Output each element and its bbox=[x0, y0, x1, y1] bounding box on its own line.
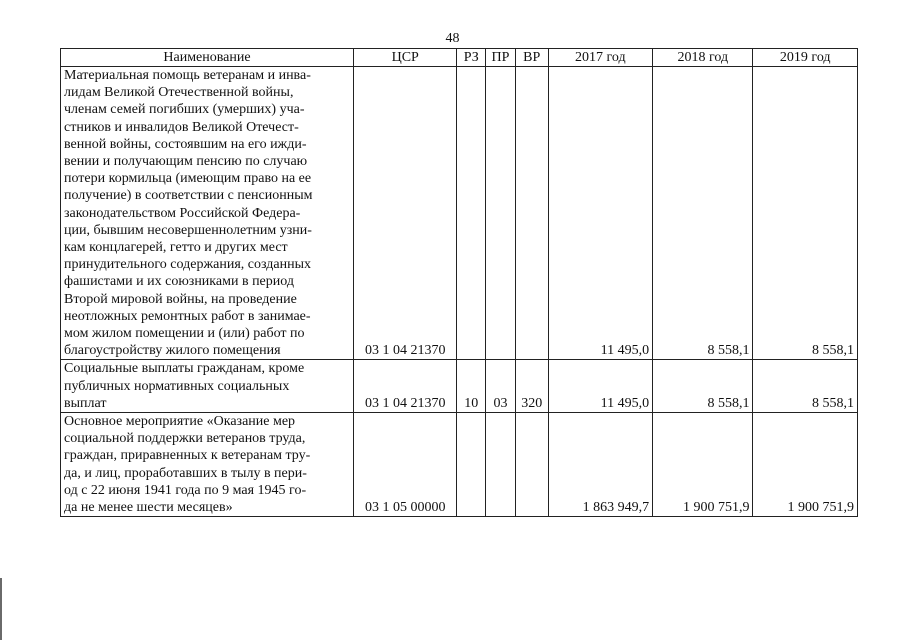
row-rz: 10 bbox=[457, 360, 486, 413]
row-name-line: потери кормильца (имеющим право на ее bbox=[64, 171, 312, 187]
row-name-line: вении и получающим пенсию по случаю bbox=[64, 154, 308, 170]
header-2019: 2019 год bbox=[753, 49, 858, 67]
table-row bbox=[61, 413, 858, 517]
row-pr: 03 bbox=[486, 360, 516, 413]
header-pr: ПР bbox=[486, 49, 516, 67]
row-name-line: Основное мероприятие «Оказание мер bbox=[64, 414, 296, 430]
row-csr: 03 1 04 21370 bbox=[353, 67, 456, 360]
row-name-line: граждан, приравненных к ветеранам тру- bbox=[64, 448, 311, 464]
budget-table bbox=[60, 48, 858, 517]
row-rz bbox=[457, 413, 486, 517]
scan-edge-mark bbox=[0, 578, 2, 640]
header-2017: 2017 год bbox=[548, 49, 652, 67]
row-name-line: социальной поддержки ветеранов труда, bbox=[64, 431, 306, 447]
row-2017: 1 863 949,7 bbox=[548, 413, 652, 517]
row-name-line: членам семей погибших (умерших) уча- bbox=[64, 102, 305, 118]
row-name-line: кам концлагерей, гетто и других мест bbox=[64, 240, 288, 256]
row-2017: 11 495,0 bbox=[548, 67, 652, 360]
row-name-line: принудительного содержания, созданных bbox=[64, 257, 311, 273]
row-name-line: од с 22 июня 1941 года по 9 мая 1945 го- bbox=[64, 482, 307, 498]
header-rz: РЗ bbox=[457, 49, 486, 67]
row-pr bbox=[486, 67, 516, 360]
row-2019: 8 558,1 bbox=[753, 360, 858, 413]
row-rz bbox=[457, 67, 486, 360]
row-name-line: да не менее шести месяцев» bbox=[64, 500, 233, 516]
page-number: 48 bbox=[445, 31, 460, 46]
row-2018: 8 558,1 bbox=[653, 67, 753, 360]
row-name-line: благоустройству жилого помещения bbox=[64, 343, 281, 359]
row-2018: 8 558,1 bbox=[653, 360, 753, 413]
row-csr: 03 1 05 00000 bbox=[353, 413, 456, 517]
row-vr: 320 bbox=[515, 360, 548, 413]
row-name-cell bbox=[61, 413, 354, 517]
header-name: Наименование bbox=[61, 49, 354, 67]
row-name-line: стников и инвалидов Великой Отечест- bbox=[64, 119, 299, 135]
row-name-line: да, и лиц, проработавших в тылу в пери- bbox=[64, 465, 307, 481]
table-row bbox=[61, 67, 858, 360]
row-name-cell bbox=[61, 67, 354, 360]
row-name-line: неотложных ремонтных работ в занимае- bbox=[64, 308, 311, 324]
row-name-line: ции, бывшим несовершеннолетним узни- bbox=[64, 222, 312, 238]
row-name-line: Социальные выплаты гражданам, кроме bbox=[64, 361, 305, 377]
row-2019: 8 558,1 bbox=[753, 67, 858, 360]
row-name-cell bbox=[61, 360, 354, 413]
header-2018: 2018 год bbox=[653, 49, 753, 67]
row-name-line: законодательством Российской Федера- bbox=[64, 205, 301, 221]
row-name-line: мом жилом помещении и (или) работ по bbox=[64, 326, 305, 342]
header-vr: ВР bbox=[515, 49, 548, 67]
header-csr: ЦСР bbox=[353, 49, 456, 67]
row-pr bbox=[486, 413, 516, 517]
row-name-line: получение) в соответствии с пенсионным bbox=[64, 188, 313, 204]
row-vr bbox=[515, 67, 548, 360]
row-name-line: лидам Великой Отечественной войны, bbox=[64, 85, 294, 101]
row-2017: 11 495,0 bbox=[548, 360, 652, 413]
row-2018: 1 900 751,9 bbox=[653, 413, 753, 517]
row-name-line: венной войны, состоявшим на его ижди- bbox=[64, 136, 307, 152]
table-row bbox=[61, 360, 858, 413]
row-name-line: публичных нормативных социальных bbox=[64, 378, 290, 394]
row-2019: 1 900 751,9 bbox=[753, 413, 858, 517]
row-name-line: Второй мировой войны, на проведение bbox=[64, 291, 297, 307]
row-csr: 03 1 04 21370 bbox=[353, 360, 456, 413]
header-row bbox=[61, 49, 858, 67]
row-name-line: фашистами и их союзниками в период bbox=[64, 274, 294, 290]
row-vr bbox=[515, 413, 548, 517]
row-name-line: выплат bbox=[64, 395, 107, 411]
row-name-line: Материальная помощь ветеранам и инва- bbox=[64, 68, 311, 83]
